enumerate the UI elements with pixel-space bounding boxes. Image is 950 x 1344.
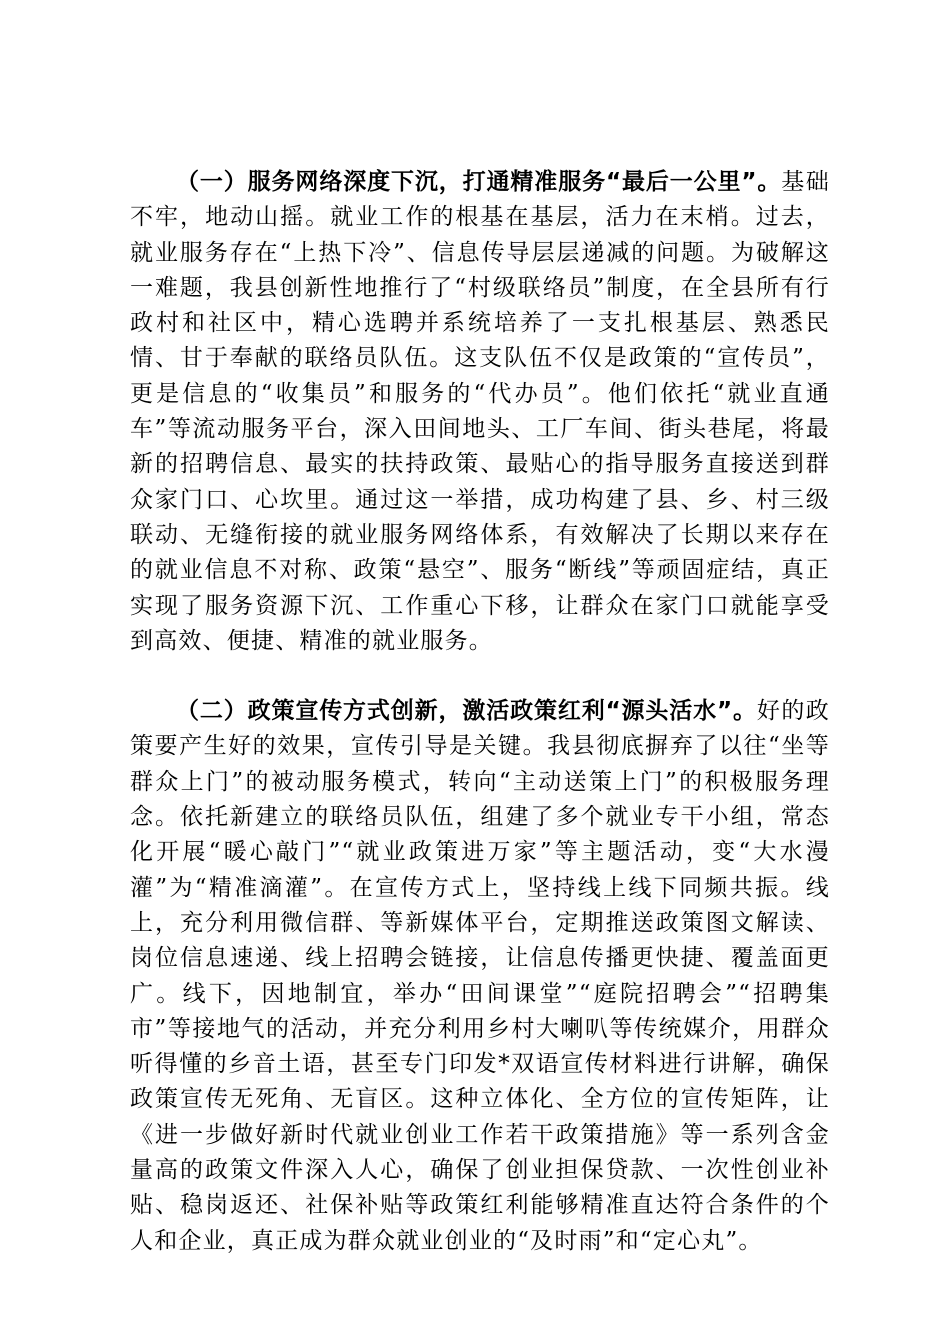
paragraph-service-network — [130, 165, 830, 659]
document-body — [130, 165, 830, 1259]
paragraph-text: 好的政策要产生好的效果，宣传引导是关键。我县彻底摒弃了以往“坐等群众上门”的被动服务模式，转向“主动送策上门”的积极服务理念。依托新建立的联络员队伍，组建了多个就业专干小组，常态化开展“暖心敲门”“就业政策进万家”等主题活动，变“大水漫灌”为“精准滴灌”。在宣传方式上，坚持线上线下同频共振。线上，充分利用微信群、等新媒体平台，定期推送政策图文解读、岗位信息速递、线上招聘会链接，让信息传播更快捷、覆盖面更广。线下，因地制宜，举办“田间课堂”“庭院招聘会”“招聘集市”等接地气的活动，并充分利用乡村大喇叭等传统媒介，用群众听得懂的乡音土语，甚至专门印发*双语宣传材料进行讲解，确保政策宣传无死角、无盲区。这种立体化、全方位的宣传矩阵，让《进一步做好新时代就业创业工作若干政策措施》等一系列含金量高的政策文件深入人心，确保了创业担保贷款、一次性创业补贴、稳岗返还、社保补贴等政策红利能够精准直达符合条件的个人和企业，真正成为群众就业创业的“及时雨”和“定心丸”。 — [130, 698, 830, 1254]
paragraph-heading: （二）政策宣传方式创新，激活政策红利“源头活水”。 — [176, 698, 757, 725]
paragraph-policy-promotion — [130, 694, 830, 1259]
paragraph-heading: （一）服务网络深度下沉，打通精准服务“最后一公里”。 — [176, 169, 782, 195]
paragraph-text: 基础不牢，地动山摇。就业工作的根基在基层，活力在末梢。过去，就业服务存在“上热下冷”、信息传导层层递减的问题。为破解这一难题，我县创新性地推行了“村级联络员”制度，在全县所有行政村和社区中，精心选聘并系统培养了一支扎根基层、熟悉民情、甘于奉献的联络员队伍。这支队伍不仅是政策的“宣传员”，更是信息的“收集员”和服务的“代办员”。他们依托“就业直通车”等流动服务平台，深入田间地头、工厂车间、街头巷尾，将最新的招聘信息、最实的扶持政策、最贴心的指导服务直接送到群众家门口、心坎里。通过这一举措，成功构建了县、乡、村三级联动、无缝衔接的就业服务网络体系，有效解决了长期以来存在的就业信息不对称、政策“悬空”、服务“断线”等顽固症结，真正实现了服务资源下沉、工作重心下移，让群众在家门口就能享受到高效、便捷、精准的就业服务。 — [130, 169, 830, 654]
